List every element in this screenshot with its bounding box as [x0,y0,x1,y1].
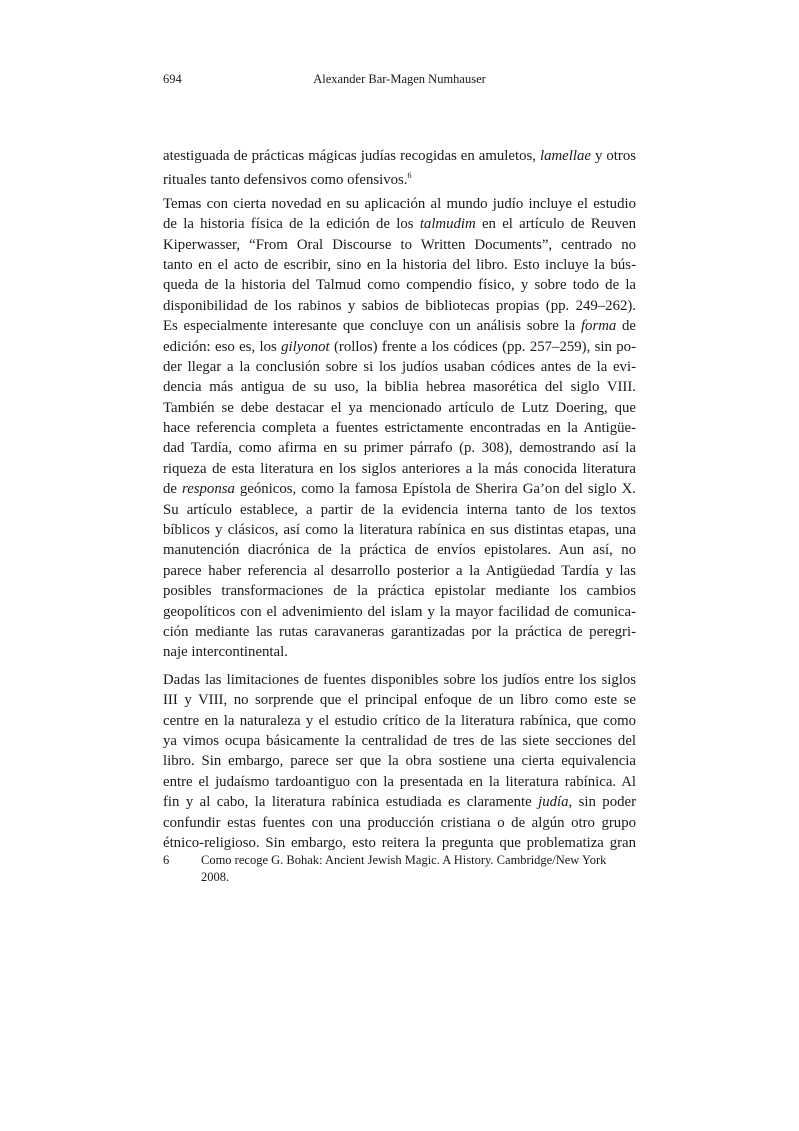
paragraph [163,670,636,854]
text-line [163,194,636,214]
text-line [163,337,636,357]
text-line [163,296,636,316]
text-line [163,670,636,690]
paragraph [163,194,636,663]
text-run: fin y al cabo, la literatura rabínica estudiada es claramente [163,794,539,811]
text-line [163,255,636,275]
text-line [163,418,636,438]
text-run: de la historia física de la edición de los [163,216,420,233]
text-line [163,813,636,833]
text-run: posibles transformaciones de la práctica epistolar mediante los cambios [163,583,636,600]
text-line [163,459,636,479]
text-line [163,690,636,710]
text-run: edición: eso es, los [163,338,282,355]
text-run: manutención diacrónica de la práctica de envíos epistolares. Aun así, no [163,542,636,559]
text-run: Kiperwasser, “From Oral Discourse to Written Documents”, centrado no [163,236,636,253]
text-run: ción mediante las rutas caravaneras garantizadas por la práctica de peregri- [163,623,636,640]
footnote-number: 6 [163,853,170,867]
text-line [163,520,636,540]
paragraph [163,146,636,187]
text-run: dencia más antigua de su uso, la biblia hebrea masorética del siglo VIII. [163,379,636,396]
footnote-text: Como recoge G. Bohak: Ancient Jewish Magic. A History. Cambridge/New York 2008. [201,853,607,884]
text-line [163,275,636,295]
text-run: bíblicos y clásicos, así como la literatura rabínica en sus distintas etapas, una [163,522,636,539]
text-run: en el artículo de Reuven [475,216,636,233]
text-line [163,479,636,499]
text-line [163,357,636,377]
text-line [163,166,636,186]
italic-term: forma [580,318,617,335]
text-line [163,772,636,792]
text-line [163,316,636,336]
text-run: naje intercontinental. [163,644,288,661]
text-line [163,751,636,771]
text-run: Es especialmente interesante que concluye con un análisis sobre la [163,318,581,335]
text-line [163,214,636,234]
text-run: tanto en el acto de escribir, sino en la historia del libro. Esto incluye la bús- [163,256,636,273]
text-line [163,642,636,662]
text-run: ya vimos ocupa básicamente la centralidad de tres de las siete secciones del [163,732,636,749]
text-run: hace referencia completa a fuentes estrictamente encontradas en la Antigüe- [163,420,636,437]
body-text [163,146,636,860]
italic-term: gilyonot [281,338,330,355]
text-run: entre el judaísmo tardoantiguo con la presentada en la literatura rabínica. Al [163,773,636,790]
text-line [163,146,636,166]
text-run: Temas con cierta novedad en su aplicación al mundo judío incluye el estudio [163,195,636,212]
text-run: queda de la historia del Talmud como compendio físico, y sobre todo de la [163,277,636,294]
text-line [163,398,636,418]
text-run: , sin poder [568,794,636,811]
text-run: rituales tanto defensivos como ofensivos. [163,172,408,187]
text-line [163,711,636,731]
italic-term: lamellae [539,148,591,164]
footnote [163,852,636,886]
text-run: de [163,481,182,498]
running-head: Alexander Bar-Magen Numhauser [313,72,486,86]
italic-term: talmudim [419,216,476,233]
text-run: Su artículo establece, a partir de la evidencia interna tanto de los textos [163,501,636,518]
text-run: atestiguada de prácticas mágicas judías recogidas en amuletos, [163,148,540,164]
text-run: Dadas las limitaciones de fuentes disponibles sobre los judíos entre los siglos [163,671,636,688]
text-line [163,622,636,642]
text-line [163,561,636,581]
text-run: confundir estas fuentes con una producción cristiana o de algún otro grupo [163,814,636,831]
text-line [163,731,636,751]
text-run: geopolíticos con el advenimiento del islam y la mayor facilidad de comunica- [163,603,636,620]
italic-term: judía [538,794,569,811]
text-line [163,540,636,560]
text-run: dad Tardía, como afirma en su primer párrafo (p. 308), demostrando así la [163,440,636,457]
text-run: étnico-religioso. Sin embargo, esto reitera la pregunta que problematiza gran [163,834,636,851]
text-run: disponibilidad de los rabinos y sabios de bibliotecas propias (pp. 249–262). [163,297,636,314]
text-run: riqueza de esta literatura en los siglos anteriores a la más conocida literatura [163,460,636,477]
text-run: centre en la naturaleza y el estudio crítico de la literatura rabínica, que como [163,712,636,729]
text-line [163,833,636,853]
text-run: (rollos) frente a los códices (pp. 257–259), sin po- [329,338,636,355]
text-run: III y VIII, no sorprende que el principal enfoque de un libro como este se [163,692,636,709]
text-line [163,235,636,255]
text-line [163,438,636,458]
text-run: y otros [590,148,636,164]
italic-term: responsa [181,481,235,498]
text-run: parece haber referencia al desarrollo posterior a la Antigüedad Tardía y las [163,562,636,579]
text-line [163,377,636,397]
page-number: 694 [163,72,182,86]
text-line [163,792,636,812]
text-line [163,500,636,520]
text-run: libro. Sin embargo, parece ser que la obra sostiene una cierta equivalencia [163,753,636,770]
text-run: También se debe destacar el ya mencionado artículo de Lutz Doering, que [163,399,636,416]
footnote-ref[interactable]: 6 [407,171,412,181]
text-run: der llegar a la conclusión sobre si los judíos usaban códices antes de la evi- [163,358,636,375]
text-run: geónicos, como la famosa Epístola de Sherira Ga’on del siglo X. [234,481,636,498]
text-line [163,602,636,622]
text-run: de [616,318,636,335]
text-line [163,581,636,601]
